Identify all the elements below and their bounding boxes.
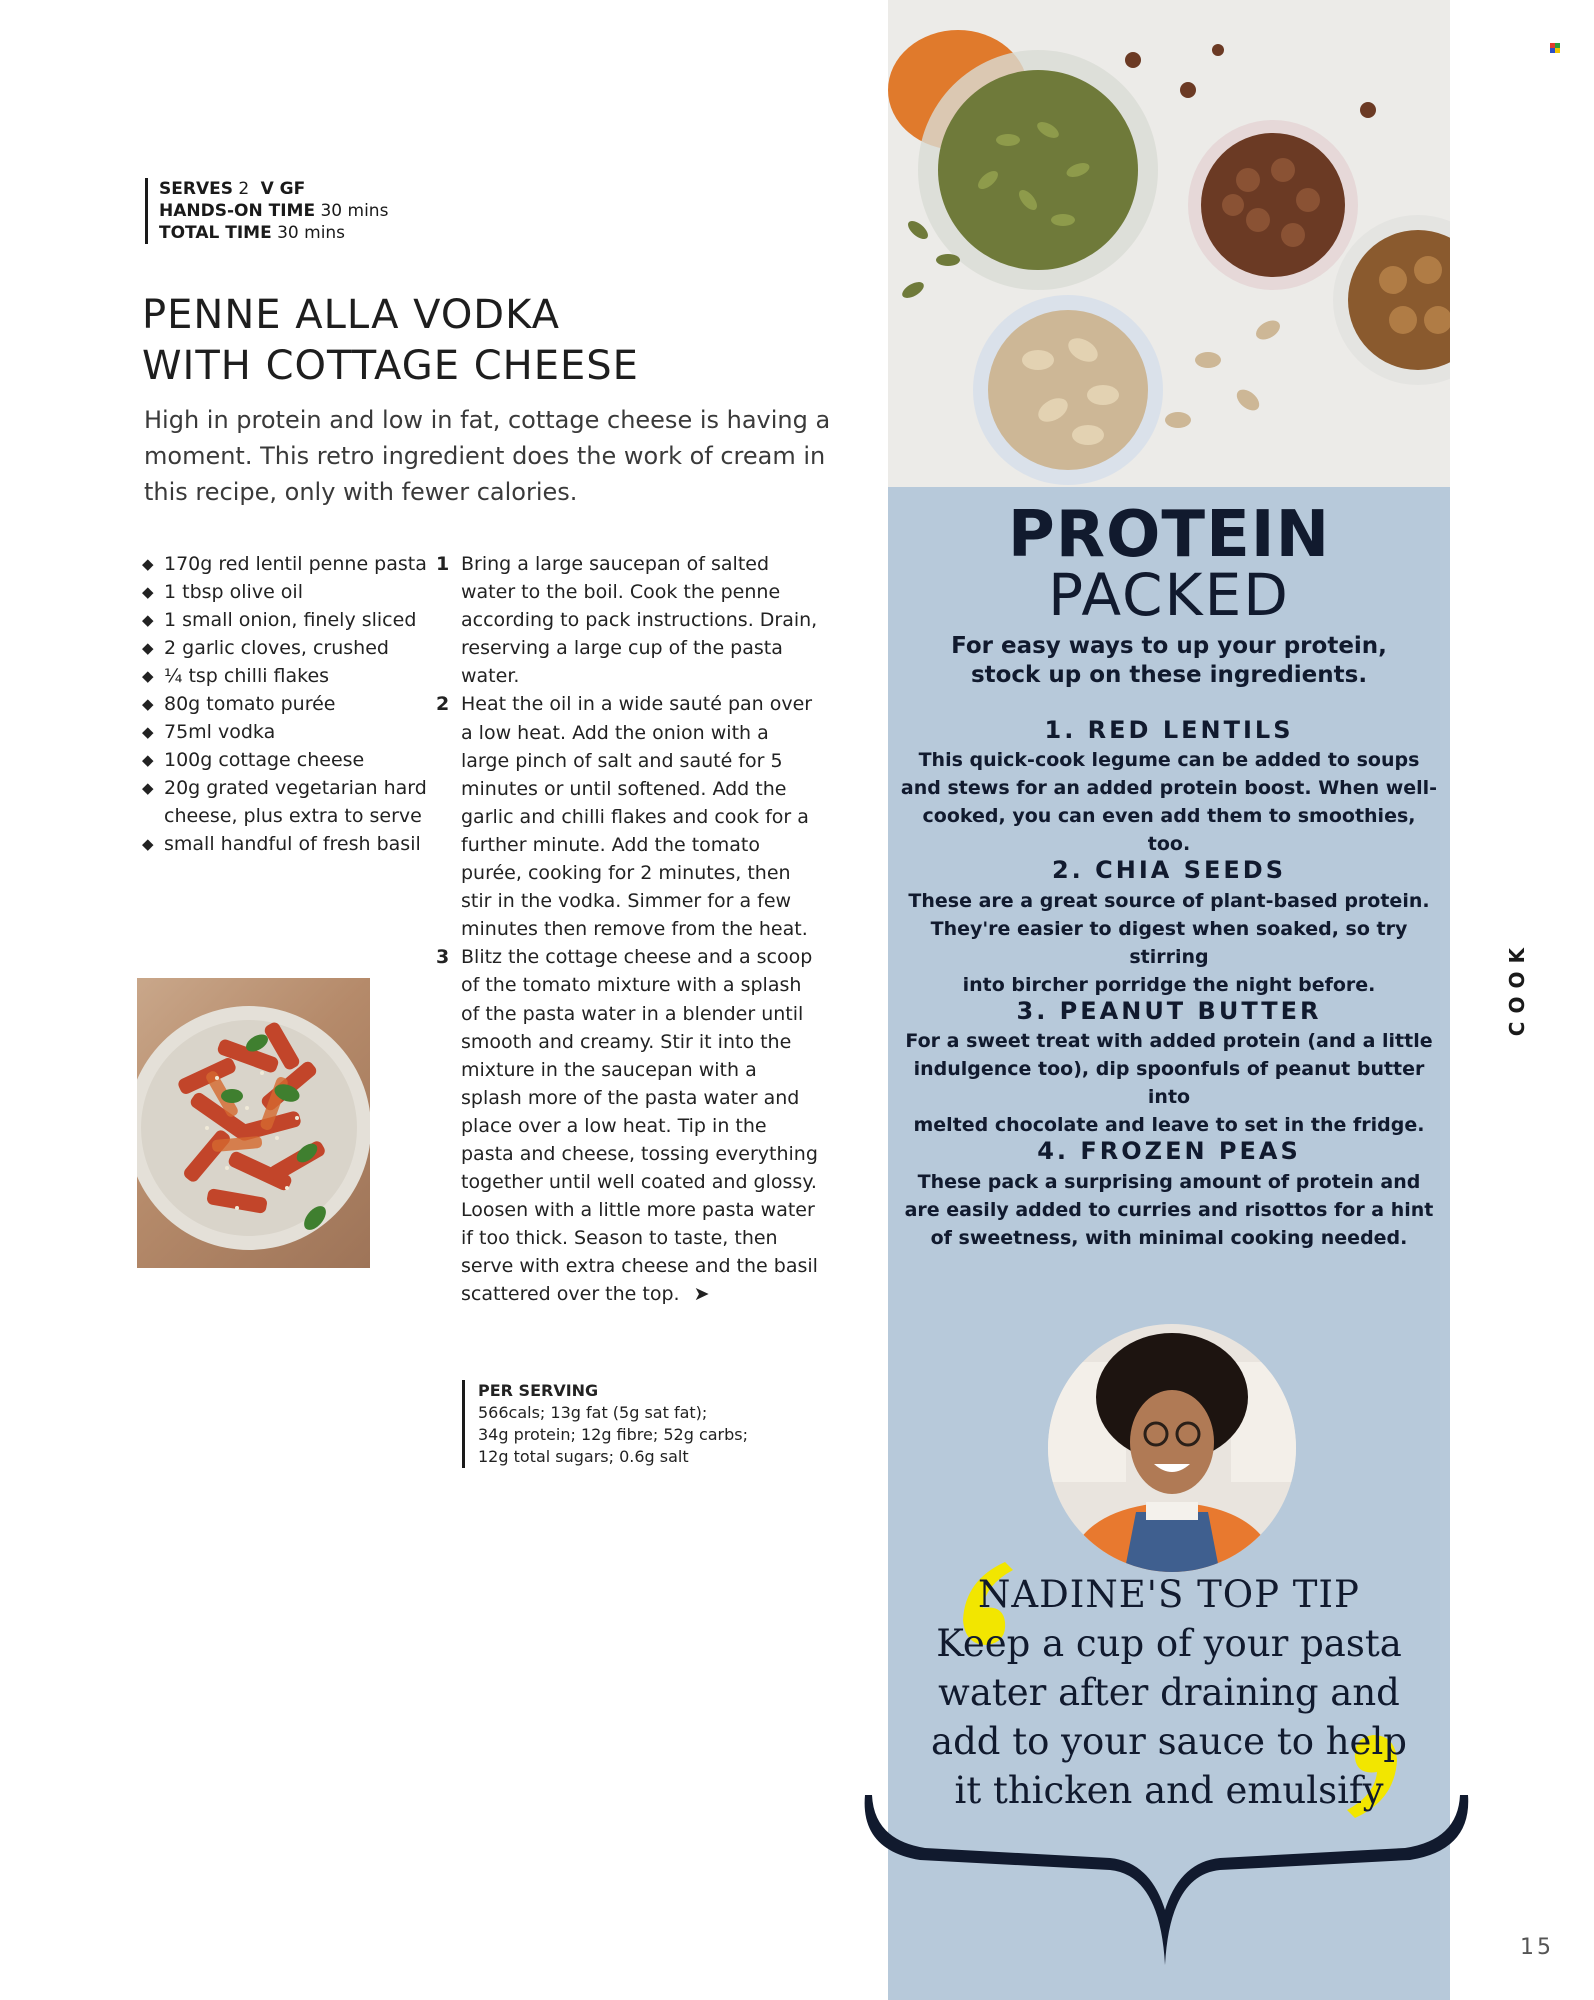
page-number: 15 [1520, 1935, 1554, 1960]
recipe-title [142, 290, 639, 392]
ingredient-item: ◆ 1 tbsp olive oil [142, 578, 432, 606]
hands-on-value: 30 mins [320, 201, 389, 221]
diamond-bullet-icon: ◆ [142, 639, 154, 657]
corner-mark-icon [1550, 38, 1560, 48]
recipe-title-line1: PENNE ALLA VODKA [142, 292, 560, 338]
sidebar-title-light: PACKED [1048, 561, 1290, 629]
ingredient-item: ◆ 1 small onion, finely sliced [142, 606, 432, 634]
section-label-cook: COOK [1505, 940, 1529, 1037]
top-tip-line: add to your sauce to help [931, 1720, 1407, 1763]
serves-row [159, 178, 388, 200]
per-serving-nutrition [462, 1380, 748, 1468]
step-text: Bring a large saucepan of salted water to the boil. Cook the penne according to pack instructions. Drain, reserving a large cup of the pasta water. [461, 553, 818, 688]
sidebar-subtitle: For easy ways to up your protein, stock up on these ingredients. [951, 633, 1387, 688]
step-number: 1 [436, 553, 450, 575]
per-serving-label: PER SERVING [478, 1381, 599, 1400]
total-time-row [159, 222, 388, 244]
diamond-bullet-icon: ◆ [142, 583, 154, 601]
ingredient-item: ◆ 100g cottage cheese [142, 746, 432, 774]
ingredient-item: ◆ 80g tomato purée [142, 690, 432, 718]
protein-item-heading: 1. RED LENTILS [1044, 716, 1294, 744]
top-tip-heading: NADINE'S TOP TIP [978, 1573, 1360, 1616]
nuts-seeds-photo [888, 0, 1450, 487]
ingredient-item: ◆ 20g grated vegetarian hard cheese, plus extra to serve [142, 774, 432, 830]
ingredient-item: ◆ small handful of fresh basil [142, 830, 432, 858]
protein-item-heading: 2. CHIA SEEDS [1051, 856, 1286, 884]
ingredient-item: ◆ 75ml vodka [142, 718, 432, 746]
protein-item-body: These are a great source of plant-based protein. They're easier to digest when soaked, so try stirring into bircher porridge the night before. [908, 890, 1430, 996]
nutrition-line: 34g protein; 12g fibre; 52g carbs; [478, 1425, 748, 1444]
hands-on-row [159, 200, 388, 222]
step-number: 2 [436, 693, 450, 716]
protein-item-body: For a sweet treat with added protein (and a little indulgence too), dip spoonfuls of peanut butter into melted chocolate and leave to set in the fridge. [905, 1030, 1433, 1136]
method-step [436, 550, 821, 690]
serves-label: SERVES [159, 179, 233, 199]
ingredient-list [142, 550, 432, 858]
method-steps [436, 550, 821, 1309]
top-tip [900, 1570, 1438, 1815]
protein-item-body: This quick-cook legume can be added to soups and stews for an added protein boost. When well- cooked, you can even add them to smoothies, too. [900, 749, 1438, 855]
nutrition-line: 12g total sugars; 0.6g salt [478, 1447, 689, 1466]
method-step [436, 943, 821, 1308]
ingredient-item: ◆ 2 garlic cloves, crushed [142, 634, 432, 662]
top-tip-line: Keep a cup of your pasta [936, 1622, 1402, 1665]
step-text: Blitz the cottage cheese and a scoop of the tomato mixture with a splash of the pasta water in a blender until smooth and creamy. Stir it into the mixture in the saucepan with a splash more of the pasta water and place over a low heat. Tip in the pasta and cheese, tossing everything together until well coated and glossy. Loosen with a little more pasta water if too thick. Season to taste, then serve with extra cheese and the basil scattered over the top. [461, 946, 818, 1306]
nuts-seeds-illustration [888, 0, 1450, 487]
protein-item-heading: 3. PEANUT BUTTER [1016, 997, 1322, 1025]
ingredient-item: ◆ ¼ tsp chilli flakes [142, 662, 432, 690]
pasta-photo [137, 978, 370, 1268]
curly-brace-icon [860, 1790, 1475, 1979]
nutrition-line: 566cals; 13g fat (5g sat fat); [478, 1403, 708, 1422]
diamond-bullet-icon: ◆ [142, 779, 154, 797]
chef-portrait-illustration [1046, 1322, 1298, 1574]
diamond-bullet-icon: ◆ [142, 723, 154, 741]
chef-avatar [1046, 1322, 1298, 1574]
total-time-value: 30 mins [277, 223, 346, 243]
serves-value: 2 [238, 179, 250, 199]
total-time-label: TOTAL TIME [159, 223, 272, 243]
recipe-intro: High in protein and low in fat, cottage cheese is having a moment. This retro ingredient does the work of cream in this recipe, only with fewer calories. [144, 406, 831, 506]
diamond-bullet-icon: ◆ [142, 555, 154, 573]
step-text: Heat the oil in a wide sauté pan over a low heat. Add the onion with a large pinch of salt and sauté for 5 minutes or until softened. Add the garlic and chilli flakes and cook for a further minute. Add the tomato purée, cooking for 2 minutes, then stir in the vodka. Simmer for a few minutes then remove from the heat. [461, 693, 813, 941]
top-tip-line: it thicken and emulsify [954, 1769, 1384, 1812]
diamond-bullet-icon: ◆ [142, 695, 154, 713]
top-tip-line: water after draining and [938, 1671, 1400, 1714]
sidebar-title-bold: PROTEIN [1007, 498, 1331, 572]
diet-tags: V GF [260, 179, 306, 199]
hands-on-label: HANDS-ON TIME [159, 201, 316, 221]
step-number: 3 [436, 946, 450, 969]
diamond-bullet-icon: ◆ [142, 751, 154, 769]
diamond-bullet-icon: ◆ [142, 611, 154, 629]
protein-item-body: These pack a surprising amount of protein and are easily added to curries and risottos for a hint of sweetness, with minimal cooking needed. [904, 1171, 1434, 1249]
recipe-meta [145, 178, 388, 244]
protein-item-heading: 4. FROZEN PEAS [1037, 1137, 1301, 1165]
pasta-plate-illustration [137, 978, 370, 1268]
diamond-bullet-icon: ◆ [142, 835, 154, 853]
method-step [436, 690, 821, 943]
continue-arrow-icon: ➤ [693, 1283, 710, 1306]
diamond-bullet-icon: ◆ [142, 667, 154, 685]
recipe-title-line2: WITH COTTAGE CHEESE [142, 343, 639, 389]
ingredient-item: ◆ 170g red lentil penne pasta [142, 550, 432, 578]
